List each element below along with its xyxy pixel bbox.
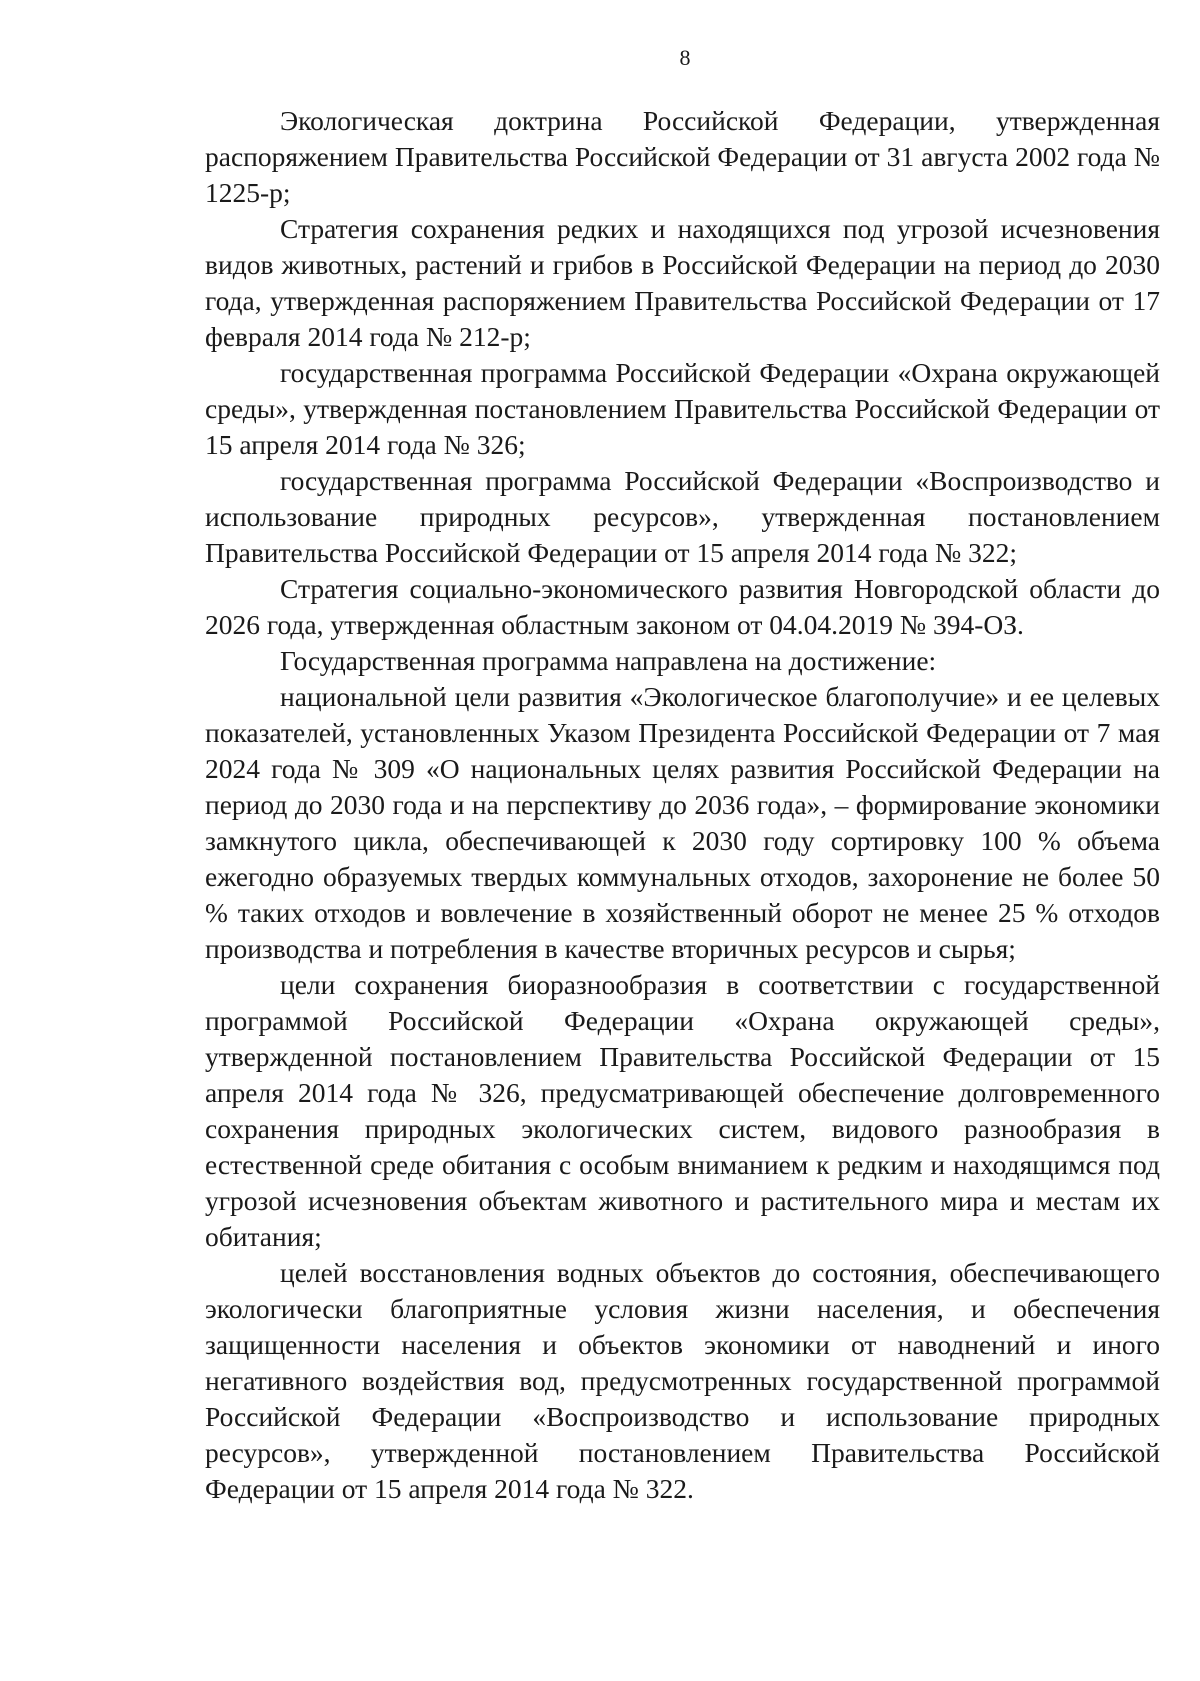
document-body	[205, 103, 1160, 1507]
paragraph-rare-species-strategy: Стратегия сохранения редких и находящихся под угрозой исчезновения видов животных, растений и грибов в Российской Федерации на период до 2030 года, утвержденная распоряжением Правительства Российской Федерации от 17 февраля 2014 года № 212-р;	[205, 213, 1160, 352]
paragraph-water-bodies-goal: целей восстановления водных объектов до состояния, обеспечивающего экологически благоприятные условия жизни населения, и обеспечения защищенности населения и объектов экономики от наводнений и иного негативного воздействия вод, предусмотренных государственной программой Российской Федерации «Воспроизводство и использование природных ресурсов», утвержденной постановлением Правительства Российской Федерации от 15 апреля 2014 года № 322.	[205, 1257, 1160, 1504]
paragraph-novgorod-strategy: Стратегия социально-экономического развития Новгородской области до 2026 года, утвержденная областным законом от 04.04.2019 № 394-ОЗ.	[205, 573, 1160, 640]
page-number: 8	[679, 45, 691, 70]
paragraph-ecological-doctrine: Экологическая доктрина Российской Федерации, утвержденная распоряжением Правительства Российской Федерации от 31 августа 2002 года № 1225-р;	[205, 105, 1160, 208]
paragraph-program-goals-intro: Государственная программа направлена на достижение:	[280, 645, 937, 676]
paragraph-environment-program: государственная программа Российской Федерации «Охрана окружающей среды», утвержденная постановлением Правительства Российской Федерации от 15 апреля 2014 года № 326;	[205, 357, 1160, 460]
paragraph-natural-resources-program: государственная программа Российской Федерации «Воспроизводство и использование природных ресурсов», утвержденная постановлением Правительства Российской Федерации от 15 апреля 2014 года № 322;	[205, 465, 1160, 568]
paragraph-national-goal: национальной цели развития «Экологическое благополучие» и ее целевых показателей, установленных Указом Президента Российской Федерации от 7 мая 2024 года № 309 «О национальных целях развития Российской Федерации на период до 2030 года и на перспективу до 2036 года», – формирование экономики замкнутого цикла, обеспечивающей к 2030 году сортировку 100 % объема ежегодно образуемых твердых коммунальных отходов, захоронение не более 50 % таких отходов и вовлечение в хозяйственный оборот не менее 25 % отходов производства и потребления в качестве вторичных ресурсов и сырья;	[205, 681, 1160, 964]
paragraph-biodiversity-goal: цели сохранения биоразнообразия в соответствии с государственной программой Российской Федерации «Охрана окружающей среды», утвержденной постановлением Правительства Российской Федерации от 15 апреля 2014 года № 326, предусматривающей обеспечение долговременного сохранения природных экологических систем, видового разнообразия в естественной среде обитания с особым вниманием к редким и находящимся под угрозой исчезновения объектам животного и растительного мира и местам их обитания;	[205, 969, 1160, 1252]
